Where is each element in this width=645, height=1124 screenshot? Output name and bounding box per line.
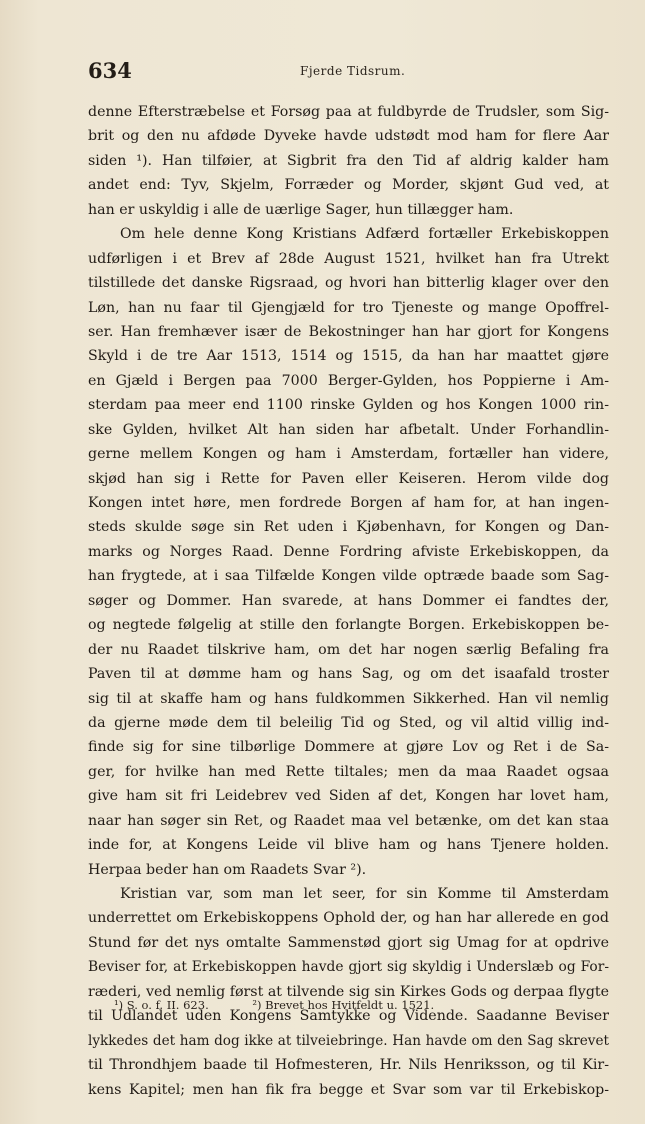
text-line: brit og den nu afdøde Dyveke havde udstødt mod ham for flere Aar <box>88 128 609 145</box>
text-line: Beviser for, at Erkebiskoppen havde gjort sig skyldig i Underslæb og For- <box>88 959 609 976</box>
text-line: ser. Han fremhæver især de Bekostninger han har gjort for Kongens <box>88 323 609 340</box>
text-line: tilstillede det danske Rigsraad, og hvori han bitterlig klager over den <box>88 275 609 292</box>
page-number: 634 <box>88 58 132 83</box>
text-line: Kristian var, som man let seer, for sin Komme til Amsterdam <box>120 886 609 902</box>
running-head: Fjerde Tidsrum. <box>300 64 406 78</box>
text-line: han frygtede, at i saa Tilfælde Kongen vilde optræde baade som Sag- <box>88 568 609 585</box>
text-line: søger og Dommer. Han svarede, at hans Dommer ei fandtes der, <box>88 592 609 609</box>
text-line: underrettet om Erkebiskoppens Ophold der, og han har allerede en god <box>88 910 609 927</box>
text-line: naar han søger sin Ret, og Raadet maa vel betænke, om det kan staa <box>88 812 609 829</box>
text-line: ger, for hvilke han med Rette tiltales; men da maa Raadet ogsaa <box>88 763 609 780</box>
text-line: steds skulde søge sin Ret uden i Kjøbenhavn, for Kongen og Dan- <box>88 519 609 536</box>
text-line: ske Gylden, hvilket Alt han siden har afbetalt. Under Forhandlin- <box>88 421 609 438</box>
text-line: da gjerne møde dem til beleilig Tid og Sted, og vil altid villig ind- <box>88 714 609 731</box>
text-line: lykkedes det ham dog ikke at tilveiebringe. Han havde om den Sag skrevet <box>88 1032 609 1049</box>
text-line: Herpaa beder han om Raadets Svar ²). <box>88 861 367 878</box>
text-line: Skyld i de tre Aar 1513, 1514 og 1515, da han har maattet gjøre <box>88 348 609 365</box>
text-line: finde sig for sine tilbørlige Dommere at gjøre Lov og Ret i de Sa- <box>88 739 609 756</box>
text-line: Stund før det nys omtalte Sammenstød gjort sig Umag for at opdrive <box>88 934 609 951</box>
text-line: ræderi, ved nemlig først at tilvende sig sin Kirkes Gods og derpaa flygte <box>88 983 609 1000</box>
text-line: denne Efterstræbelse et Forsøg paa at fuldbyrde de Trudsler, som Sig- <box>88 104 609 120</box>
text-line: Om hele denne Kong Kristians Adfærd fortæller Erkebiskoppen <box>120 226 609 243</box>
text-line: Kongen intet høre, men fordrede Borgen af ham for, at han ingen- <box>88 495 609 511</box>
text-line: inde for, at Kongens Leide vil blive ham og hans Tjenere holden. <box>88 837 609 854</box>
text-line: til Udlandet uden Kongens Samtykke og Vidende. Saadanne Beviser <box>88 1008 609 1025</box>
footnotes <box>114 998 609 1012</box>
text-line: siden ¹). Han tilføier, at Sigbrit fra den Tid af aldrig kalder ham <box>88 152 609 169</box>
footnote-2: ²) Brevet hos Hvitfeldt u. 1521. <box>252 998 435 1012</box>
text-line: en Gjæld i Bergen paa 7000 Berger-Gylden, hos Poppierne i Am- <box>88 372 609 389</box>
text-line: udførligen i et Brev af 28de August 1521, hvilket han fra Utrekt <box>88 250 609 267</box>
text-line: sterdam paa meer end 1100 rinske Gylden og hos Kongen 1000 rin- <box>88 397 609 414</box>
text-line: skjød han sig i Rette for Paven eller Keiseren. Herom vilde dog <box>88 470 609 487</box>
text-line: marks og Norges Raad. Denne Fordring afviste Erkebiskoppen, da <box>88 543 609 560</box>
text-line: Løn, han nu faar til Gjengjæld for tro Tjeneste og mange Opoffrel- <box>88 299 609 316</box>
text-line: der nu Raadet tilskrive ham, om det har nogen særlig Befaling fra <box>88 641 609 658</box>
text-line: give ham sit fri Leidebrev ved Siden af det, Kongen har lovet ham, <box>88 788 609 805</box>
text-line: gerne mellem Kongen og ham i Amsterdam, fortæller han videre, <box>88 446 609 463</box>
text-line: han er uskyldig i alle de uærlige Sager, hun tillægger ham. <box>88 201 514 218</box>
text-line: andet end: Tyv, Skjelm, Forræder og Morder, skjønt Gud ved, at <box>88 177 609 194</box>
body-text <box>88 100 609 1102</box>
text-line: til Throndhjem baade til Hofmesteren, Hr. Nils Henriksson, og til Kir- <box>88 1057 609 1074</box>
text-line: Paven til at dømme ham og hans Sag, og om det isaafald troster <box>88 666 609 683</box>
text-line: og negtede følgelig at stille den forlangte Borgen. Erkebiskoppen be- <box>88 617 609 634</box>
text-line: kens Kapitel; men han fik fra begge et Svar som var til Erkebiskop- <box>88 1081 609 1098</box>
text-line: sig til at skaffe ham og hans fuldkommen Sikkerhed. Han vil nemlig <box>88 690 609 707</box>
footnote-1: ¹) S. o. f. II. 623. <box>114 998 209 1012</box>
